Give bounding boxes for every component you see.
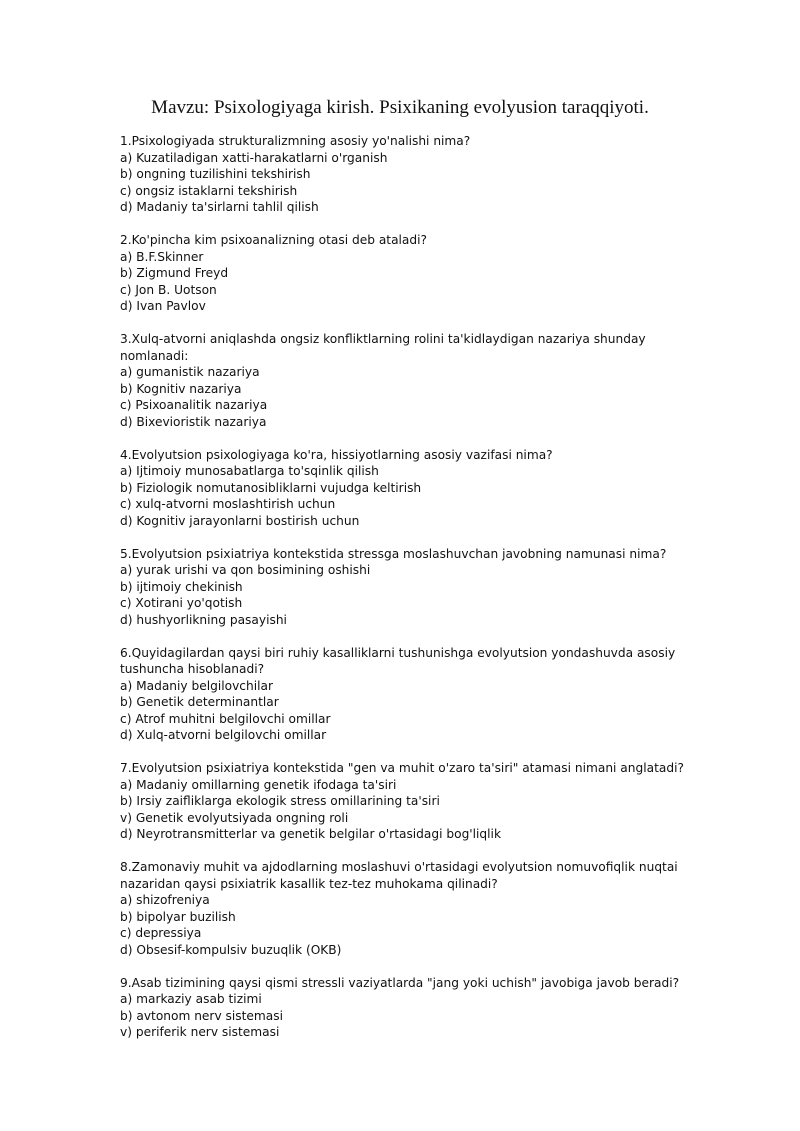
answer-option: d) Obsesif-kompulsiv buzuqlik (OKB) xyxy=(120,942,342,957)
question-text: 3.Xulq-atvorni aniqlashda ongsiz konfliktlarning rolini ta'kidlaydigan nazariya shunday nomlanadi: xyxy=(120,332,646,363)
answer-option: b) Kognitiv nazariya xyxy=(120,381,242,396)
answer-option: c) Xotirani yo'qotish xyxy=(120,596,243,610)
answer-option: b) avtonom nerv sistemasi xyxy=(120,1008,283,1023)
answer-option: d) Bixevioristik nazariya xyxy=(120,414,267,429)
answer-option: v) Genetik evolyutsiyada ongning roli xyxy=(120,810,349,825)
document-title: Mavzu: Psixologiyaga kirish. Psixikaning evolyusion taraqqiyoti. xyxy=(151,97,649,118)
answer-option: d) Ivan Pavlov xyxy=(120,299,206,313)
question-4 xyxy=(120,447,685,530)
question-text: 8.Zamonaviy muhit va ajdodlarning moslashuvi o'rtasidagi evolyutsion nomuvofiqlik nuqtai nazaridan qaysi psixiatrik kasallik tez-tez muhokama qilinadi? xyxy=(120,860,678,891)
question-text: 7.Evolyutsion psixiatriya kontekstida "gen va muhit o'zaro ta'siri" atamasi nimani anglatadi? xyxy=(120,761,684,775)
question-text: 5.Evolyutsion psixiatriya kontekstida stressga moslashuvchan javobning namunasi nima? xyxy=(120,546,667,561)
answer-option: b) bipolyar buzilish xyxy=(120,909,236,924)
question-8 xyxy=(120,859,685,958)
question-list xyxy=(120,133,685,1057)
answer-option: b) Fiziologik nomutanosibliklarni vujudga keltirish xyxy=(120,480,422,495)
answer-option: d) Madaniy ta'sirlarni tahlil qilish xyxy=(120,200,319,214)
answer-option: a) Madaniy omillarning genetik ifodaga ta'siri xyxy=(120,777,397,792)
answer-option: b) ijtimoiy chekinish xyxy=(120,579,243,594)
answer-option: c) Atrof muhitni belgilovchi omillar xyxy=(120,711,331,726)
answer-option: d) hushyorlikning pasayishi xyxy=(120,612,287,627)
answer-option: b) Irsiy zaifliklarga ekologik stress omillarining ta'siri xyxy=(120,794,440,808)
answer-option: c) depressiya xyxy=(120,926,202,940)
question-text: 2.Ko'pincha kim psixoanalizning otasi deb ataladi? xyxy=(120,233,427,247)
answer-option: b) ongning tuzilishini tekshirish xyxy=(120,167,311,181)
answer-option: d) Kognitiv jarayonlarni bostirish uchun xyxy=(120,513,360,528)
answer-option: a) Ijtimoiy munosabatlarga to'sqinlik qilish xyxy=(120,464,379,478)
question-text: 9.Asab tizimining qaysi qismi stressli vaziyatlarda "jang yoki uchish" javobiga javob beradi? xyxy=(120,975,680,990)
answer-option: v) periferik nerv sistemasi xyxy=(120,1025,280,1039)
answer-option: a) yurak urishi va qon bosimining oshishi xyxy=(120,563,371,577)
answer-option: d) Xulq-atvorni belgilovchi omillar xyxy=(120,728,327,742)
answer-option: c) xulq-atvorni moslashtirish uchun xyxy=(120,497,336,511)
question-7 xyxy=(120,760,685,843)
question-text: 4.Evolyutsion psixologiyaga ko'ra, hissiyotlarning asosiy vazifasi nima? xyxy=(120,447,553,462)
answer-option: a) Madaniy belgilovchilar xyxy=(120,678,273,693)
question-1 xyxy=(120,133,685,216)
question-5 xyxy=(120,546,685,629)
question-9 xyxy=(120,975,685,1041)
question-3 xyxy=(120,331,685,430)
question-6 xyxy=(120,645,685,744)
question-2 xyxy=(120,232,685,315)
answer-option: a) shizofreniya xyxy=(120,893,210,907)
answer-option: d) Neyrotransmitterlar va genetik belgilar o'rtasidagi bog'liqlik xyxy=(120,827,501,841)
answer-option: c) ongsiz istaklarni tekshirish xyxy=(120,183,298,198)
answer-option: a) Kuzatiladigan xatti-harakatlarni o'rganish xyxy=(120,150,388,165)
answer-option: c) Psixoanalitik nazariya xyxy=(120,398,268,412)
answer-option: a) markaziy asab tizimi xyxy=(120,992,262,1006)
answer-option: a) B.F.Skinner xyxy=(120,249,204,264)
answer-option: b) Zigmund Freyd xyxy=(120,266,229,280)
answer-option: b) Genetik determinantlar xyxy=(120,695,279,709)
answer-option: c) Jon B. Uotson xyxy=(120,282,217,297)
question-text: 1.Psixologiyada strukturalizmning asosiy yo'nalishi nima? xyxy=(120,134,471,148)
answer-option: a) gumanistik nazariya xyxy=(120,365,260,379)
question-text: 6.Quyidagilardan qaysi biri ruhiy kasalliklarni tushunishga evolyutsion yondashuvda asosiy tushuncha hisoblanadi? xyxy=(120,645,676,676)
